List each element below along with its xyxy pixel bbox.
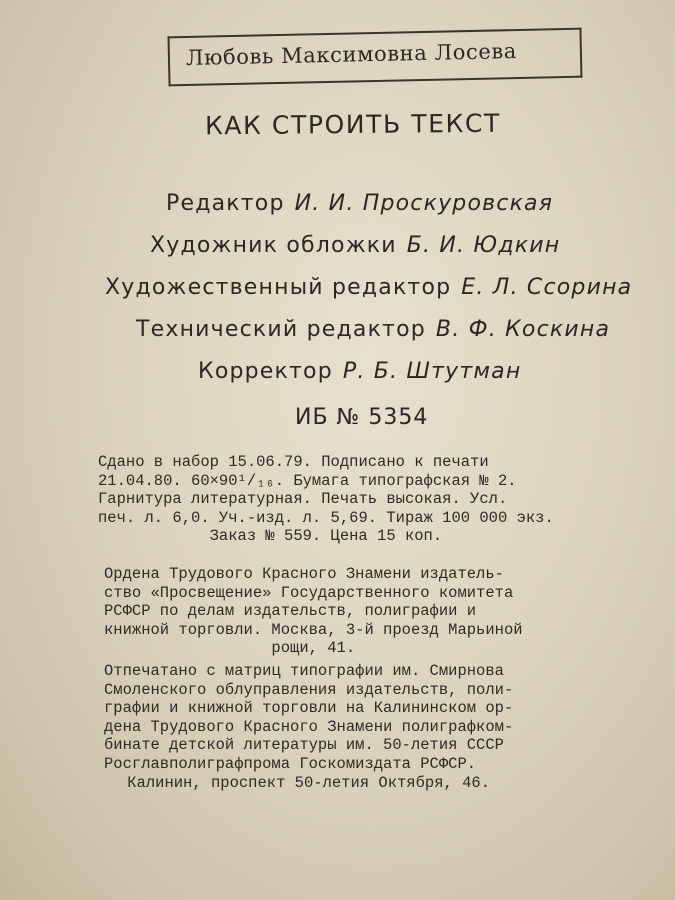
printer-line: Отпечатано с матриц типографии им. Смирнова (104, 662, 504, 680)
credit-person: В. Ф. Коскина (435, 317, 611, 342)
printer-line: Росглавполиграфпрома Госкомиздата РСФСР. (104, 754, 477, 773)
publisher-line: РСФСР по делам издательств, полиграфии и (104, 602, 477, 621)
printer-block (104, 662, 513, 792)
print-details-line: 21.04.80. 60×90¹/₁₆. Бумага типографская № 2. (98, 471, 517, 490)
frame-right-rule (579, 28, 582, 78)
book-title: КАК СТРОИТЬ ТЕКСТ (204, 108, 501, 141)
publisher-line: Ордена Трудового Красного Знамени издатель- (104, 565, 504, 583)
print-details-line: Гарнитура литературная. Печать высокая. Усл. (98, 490, 508, 509)
author-frame (167, 24, 582, 93)
frame-top-rule (168, 28, 582, 39)
credit-person: Р. Б. Штутман (342, 359, 522, 384)
print-details-line: печ. л. 6,0. Уч.-изд. л. 5,69. Тираж 100 000 экз. (98, 508, 554, 527)
publisher-line: ство «Просвещение» Государственного комитета (104, 583, 514, 602)
printer-line: бинате детской литературы им. 50-летия СССР (104, 736, 504, 755)
print-details-block (98, 453, 554, 546)
printer-line: дена Трудового Красного Знамени полиграфком- (104, 717, 514, 736)
credit-person: Е. Л. Ссорина (461, 275, 633, 300)
credit-tech-editor (136, 317, 610, 342)
printer-line: Калинин, проспект 50-летия Октября, 46. (127, 773, 491, 792)
printer-line: графии и книжной торговли на Калининском ор- (104, 699, 514, 718)
publisher-line: книжной торговли. Москва, 3-й проезд Марьиной (104, 620, 523, 639)
credit-editor (166, 191, 553, 216)
credit-person: Б. И. Юдкин (406, 233, 561, 258)
credit-role: Редактор (166, 191, 285, 216)
credit-role: Корректор (198, 359, 333, 384)
print-details-line: Сдано в набор 15.06.79. Подписано к печати (98, 453, 489, 471)
print-details-line: Заказ № 559. Цена 15 коп. (209, 527, 443, 546)
frame-bottom-rule (169, 76, 583, 87)
publisher-line: рощи, 41. (271, 639, 356, 658)
printer-line: Смоленского облуправления издательств, поли- (104, 680, 514, 699)
credit-role: Технический редактор (136, 317, 426, 342)
credit-role: Художественный редактор (105, 275, 452, 300)
credit-person: И. И. Проскуровская (294, 191, 554, 216)
credit-proofreader (198, 359, 521, 384)
credit-cover-artist (150, 233, 560, 258)
publisher-block (104, 565, 523, 658)
author-name: Любовь Максимовна Лосева (185, 39, 518, 70)
credit-role: Художник обложки (150, 233, 397, 258)
frame-left-rule (168, 36, 171, 86)
credit-art-editor (105, 275, 632, 300)
ib-number: ИБ № 5354 (295, 405, 429, 430)
